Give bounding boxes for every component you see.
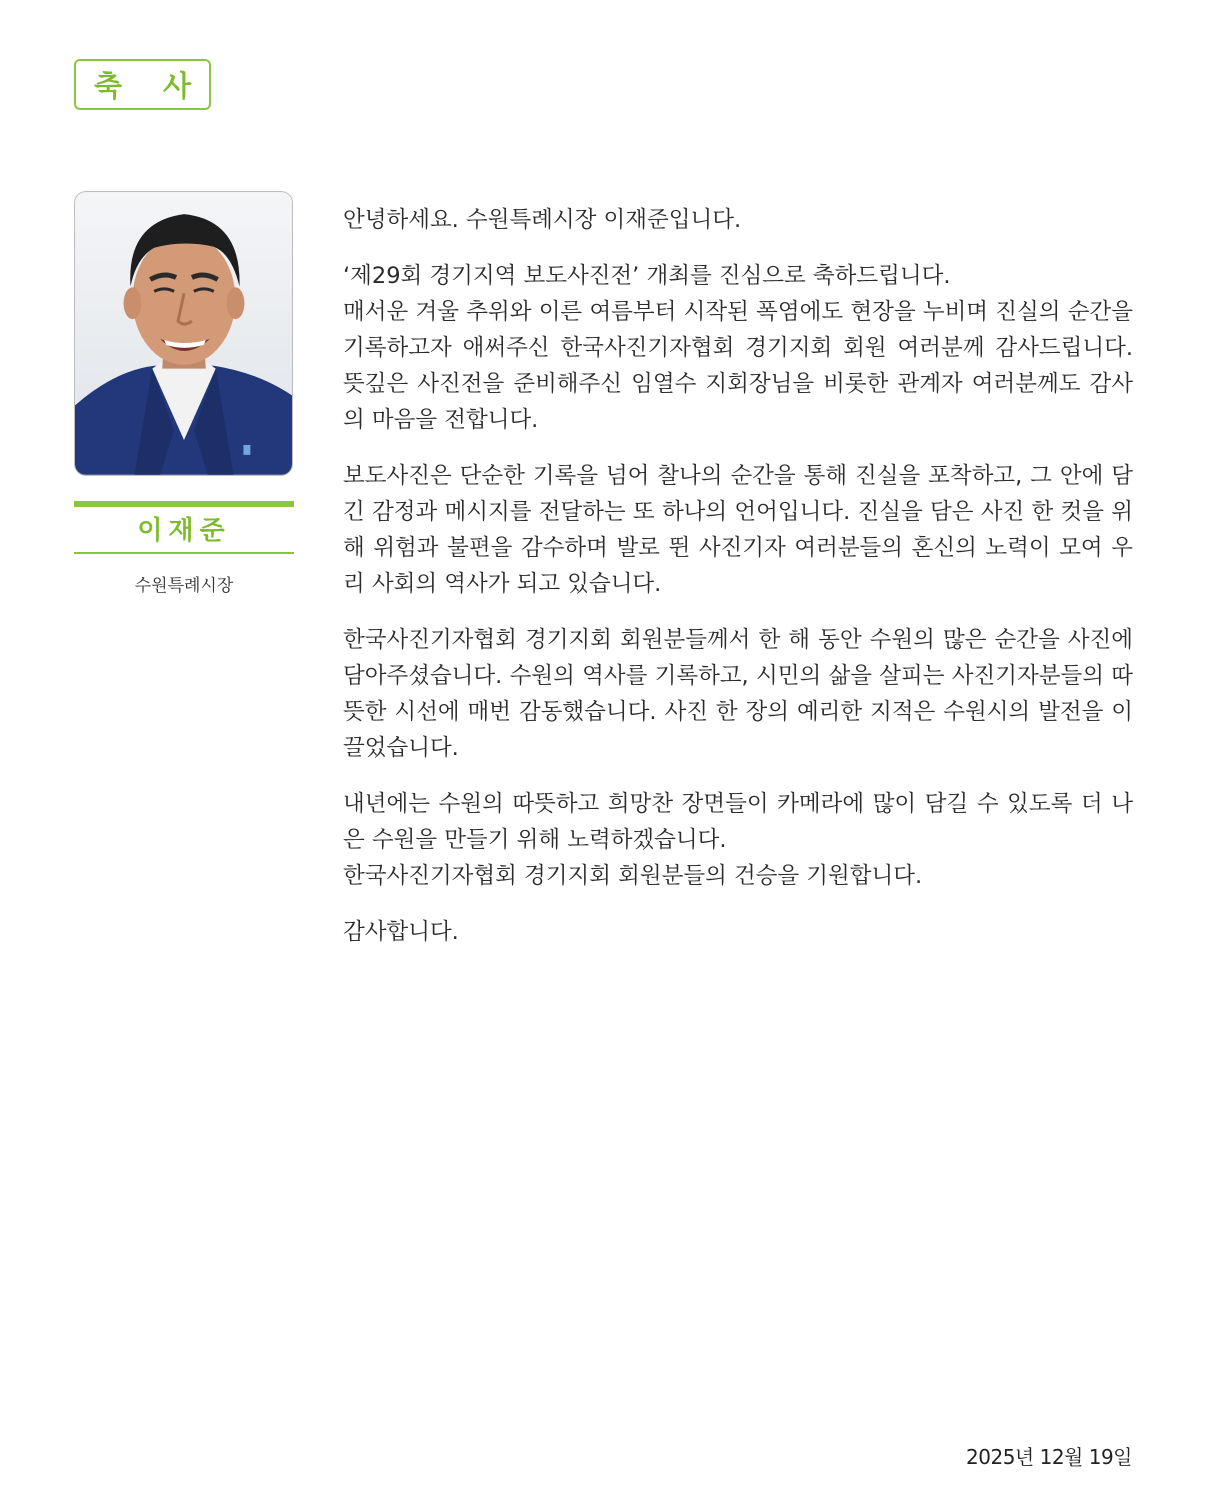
portrait-illustration	[75, 192, 292, 475]
author-title: 수원특례시장	[134, 576, 234, 596]
name-top-divider	[74, 501, 294, 507]
badge-char-left: 축	[94, 69, 123, 103]
badge-char-right: 사	[162, 69, 191, 103]
author-name: 이재준	[137, 516, 231, 546]
paragraph-congratulation	[343, 258, 1133, 438]
name-bottom-divider	[74, 552, 294, 554]
paragraph-photojournalism: 보도사진은 단순한 기록을 넘어 찰나의 순간을 통해 진실을 포착하고, 그 안에 담긴 감정과 메시지를 전달하는 또 하나의 언어입니다. 진실을 담은 사진 한 컷을 위해 위험과 불편을 감수하며 발로 뛴 사진기자 여러분들의 혼신의 노력이 모여 우리 사회의 역사가 되고 있습니다.	[343, 463, 1133, 597]
portrait-photo	[74, 191, 293, 476]
paragraph-congratulation-line-2: 매서운 겨울 추위와 이른 여름부터 시작된 폭염에도 현장을 누비며 진실의 순간을 기록하고자 애써주신 한국사진기자협회 경기지회 회원 여러분께 감사드립니다. 뜻깊은 사진전을 준비해주신 임열수 지회장님을 비롯한 관계자 여러분께도 감사의 마음을 전합니다.	[343, 299, 1133, 433]
paragraph-greeting: 안녕하세요. 수원특례시장 이재준입니다.	[343, 207, 742, 233]
letter-body	[343, 202, 1133, 970]
paragraph-thanks-members: 한국사진기자협회 경기지회 회원분들께서 한 해 동안 수원의 많은 순간을 사진에 담아주셨습니다. 수원의 역사를 기록하고, 시민의 삶을 살피는 사진기자분들의 따뜻한 시선에 매번 감동했습니다. 사진 한 장의 예리한 지적은 수원시의 발전을 이끌었습니다.	[343, 627, 1133, 761]
paragraph-next-year	[343, 786, 1133, 894]
paragraph-next-year-line-2: 한국사진기자협회 경기지회 회원분들의 건승을 기원합니다.	[343, 863, 923, 889]
paragraph-next-year-line-1: 내년에는 수원의 따뜻하고 희망찬 장면들이 카메라에 많이 담길 수 있도록 더 나은 수원을 만들기 위해 노력하겠습니다.	[343, 791, 1133, 853]
congratulations-badge	[74, 59, 211, 110]
paragraph-congratulation-line-1: ‘제29회 경기지역 보도사진전’ 개최를 진심으로 축하드립니다.	[343, 263, 951, 289]
letter-date: 2025년 12월 19일	[966, 1445, 1132, 1469]
paragraph-closing: 감사합니다.	[343, 919, 459, 945]
